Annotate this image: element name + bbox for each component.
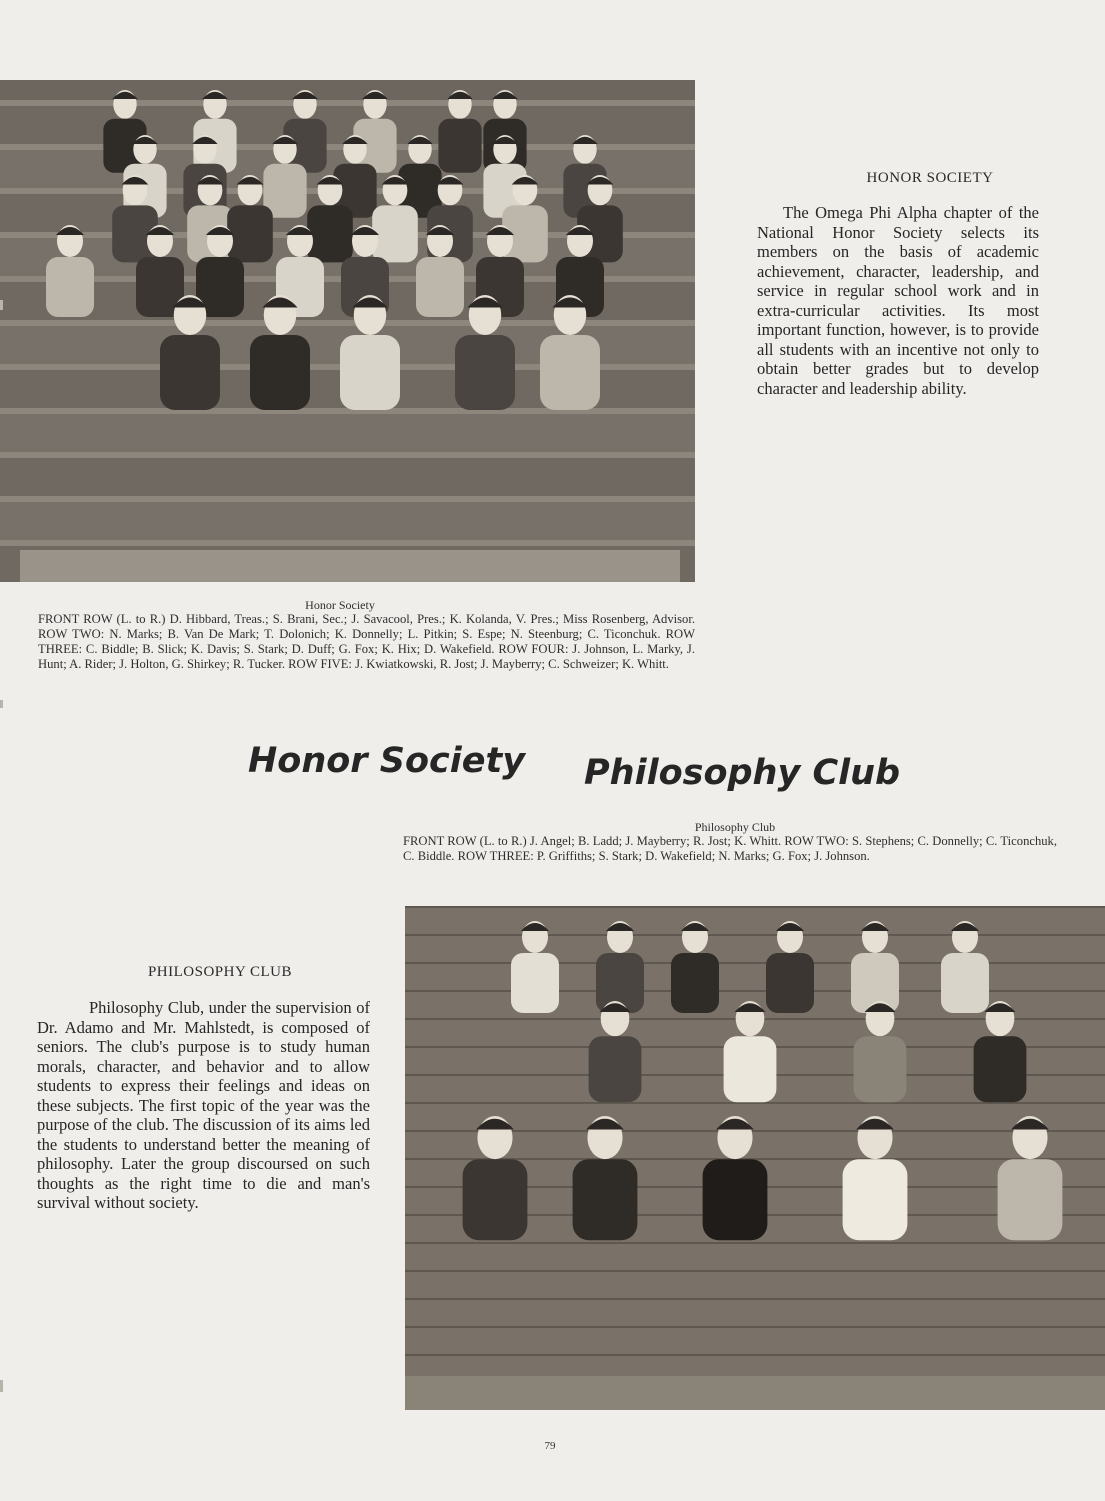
- honor-society-title: Honor Society: [248, 741, 526, 781]
- page-number: 79: [544, 1440, 556, 1452]
- philosophy-club-description: Philosophy Club, under the supervision of Dr. Adamo and Mr. Mahlstedt, is composed of seniors. The club's purpose is to study human morals, character, and behavior and to allow students to express their feelings and ideas on these subjects. The first topic of the year was the purpose of the club. The discussion of its aims led the students to understand better the meaning of philosophy. Later the group discoursed on such thoughts as the right time to die and man's survival without society.: [37, 998, 370, 1212]
- philosophy-club-caption-title: Philosophy Club: [694, 820, 776, 834]
- philosophy-club-caption: FRONT ROW (L. to R.) J. Angel; B. Ladd; J. Mayberry; R. Jost; K. Whitt. ROW TWO: S. Stephens; C. Donnelly; C. Ticonchuk, C. Biddle. ROW THREE: P. Griffiths; S. Stark; D. Wakefield; N. Marks; G. Fox; J. Johnson.: [403, 834, 1057, 863]
- honor-society-description: The Omega Phi Alpha chapter of the National Honor Society selects its members on the basis of academic achievement, character, leadership, and service in regular school work and in extra-curricular activities. Its most important function, however, is to provide all students with an incentive not only to obtain better grades but to develop character and leadership ability.: [757, 203, 1039, 398]
- page-edge-mark: [0, 700, 3, 708]
- philosophy-club-photo: [405, 906, 1105, 1410]
- honor-society-photo: [0, 80, 695, 582]
- page-edge-mark: [0, 1380, 3, 1392]
- honor-society-heading: HONOR SOCIETY: [866, 170, 994, 186]
- honor-society-caption: FRONT ROW (L. to R.) D. Hibbard, Treas.; S. Brani, Sec.; J. Savacool, Pres.; K. Kolanda, V. Pres.; Miss Rosenberg, Advisor. ROW TWO: N. Marks; B. Van De Mark; T. Dolonich; K. Donnelly; L. Pitkin; S. Espe; N. Steenburg; C. Ticonchuk. ROW THREE: C. Biddle; B. Slick; K. Davis; S. Stark; D. Duff; G. Fox; K. Hix; D. Wakefield. ROW FOUR: J. Johnson, L. Marky, J. Hunt; A. Rider; J. Holton, G. Shirkey; R. Tucker. ROW FIVE: J. Kwiatkowski, R. Jost; J. Mayberry; C. Schweizer; K. Whitt.: [38, 612, 695, 671]
- philosophy-club-heading: PHILOSOPHY CLUB: [147, 964, 293, 980]
- philosophy-club-title: Philosophy Club: [584, 753, 901, 793]
- honor-society-caption-title: Honor Society: [305, 598, 375, 612]
- page-edge-mark: [0, 300, 3, 310]
